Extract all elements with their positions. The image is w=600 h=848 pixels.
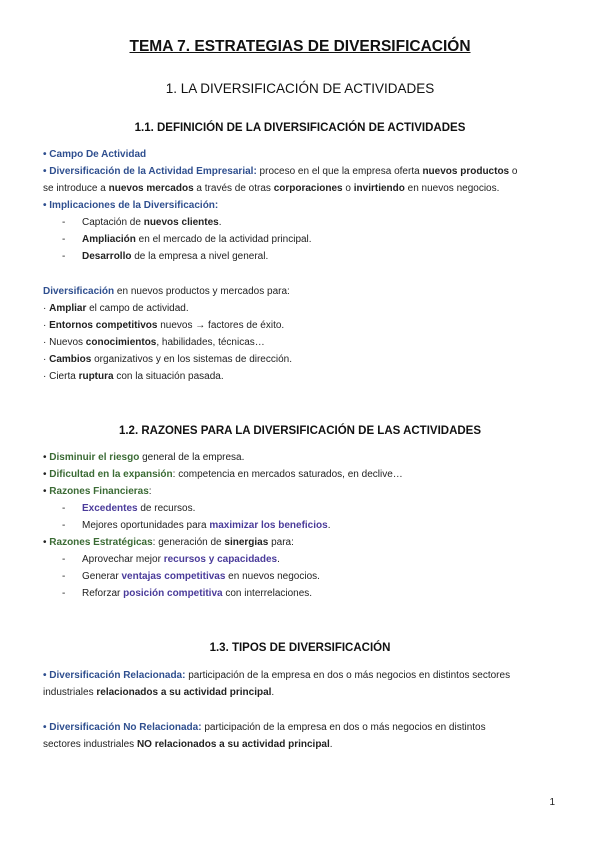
text-bold: Entornos competitivos (49, 320, 158, 331)
text: nuevos → factores de éxito. (157, 320, 285, 331)
list-item (43, 319, 284, 333)
text-bold: Desarrollo (82, 251, 132, 262)
implicacion-item (62, 233, 312, 247)
text-bold: NO relacionados a su actividad principal (136, 739, 330, 750)
text: : generación de (152, 537, 225, 548)
bullet: • (43, 537, 50, 548)
razon-item (43, 451, 244, 465)
text: organizativos y en los sistemas de dirección. (91, 354, 292, 365)
text: : competencia en mercados saturados, en declive… (172, 469, 403, 480)
section-heading-1-3: 1.3. TIPOS DE DIVERSIFICACIÓN (209, 642, 391, 654)
text: . (329, 739, 333, 750)
text: se introduce a (43, 183, 109, 194)
list-item (43, 353, 292, 367)
text: con interrelaciones. (222, 588, 313, 599)
section-heading-1-2: 1.2. RAZONES PARA LA DIVERSIFICACIÓN DE LAS ACTIVIDADES (118, 425, 482, 437)
text-purple: ventajas competitivas (121, 571, 226, 582)
implicacion-item (62, 250, 268, 264)
text: participación de la empresa en dos o más negocios en distintos sectores (185, 670, 511, 681)
dash: - (62, 571, 66, 582)
relacionada-label: • Diversificación Relacionada: (43, 670, 186, 681)
financiera-item (62, 502, 195, 516)
razon-item (43, 468, 403, 482)
estrategica-item (62, 570, 320, 584)
text: Captación de (82, 217, 144, 228)
text-green: Disminuir el riesgo (49, 452, 140, 463)
text: para: (268, 537, 294, 548)
text: Aprovechar mejor (82, 554, 164, 565)
diversificacion-label: Diversificación (43, 286, 115, 297)
list-item (43, 336, 265, 350)
text: Mejores oportunidades para (82, 520, 210, 531)
text: · (43, 303, 50, 314)
text: general de la empresa. (139, 452, 245, 463)
bullet: • (43, 486, 50, 497)
text: : (148, 486, 152, 497)
text: · Nuevos (43, 337, 86, 348)
definition-label: • Diversificación de la Actividad Empresarial: (43, 166, 257, 177)
text-purple: Excedentes (82, 503, 138, 514)
text: en el mercado de la actividad principal. (135, 234, 312, 245)
implicacion-item (62, 216, 222, 230)
text-purple: posición competitiva (123, 588, 223, 599)
bullet: • (43, 452, 50, 463)
text: · (43, 320, 50, 331)
estrategica-item (62, 587, 312, 601)
text-green: Dificultad en la expansión (49, 469, 173, 480)
text: en nuevos negocios. (404, 183, 500, 194)
text-green: Razones Financieras (49, 486, 149, 497)
text-bold: conocimientos (85, 337, 157, 348)
section-heading-1-1: 1.1. DEFINICIÓN DE LA DIVERSIFICACIÓN DE ACTIVIDADES (134, 122, 466, 134)
list-item (43, 370, 224, 384)
text: · Cierta (43, 371, 79, 382)
text: Reforzar (82, 588, 124, 599)
text-bold: ruptura (78, 371, 114, 382)
text-green: Razones Estratégicas (49, 537, 153, 548)
text-purple: recursos y capacidades (163, 554, 278, 565)
dash: - (62, 217, 66, 228)
text: , habilidades, técnicas… (156, 337, 265, 348)
no-relacionada-label: • Diversificación No Relacionada: (43, 722, 202, 733)
text: a través de otras (193, 183, 274, 194)
text-bold: Ampliar (49, 303, 87, 314)
razon-item (43, 485, 152, 499)
campo-actividad: • Campo De Actividad (43, 149, 147, 160)
page-title: TEMA 7. ESTRATEGIAS DE DIVERSIFICACIÓN (129, 38, 471, 55)
text: industriales (43, 687, 97, 698)
tipo-relacionada-line-2 (43, 686, 274, 700)
text: . (277, 554, 280, 565)
text: . (218, 217, 222, 228)
tipo-no-relacionada-line-2 (43, 738, 333, 752)
definition-line-2 (43, 182, 499, 196)
implicaciones-label: • Implicaciones de la Diversificación: (43, 200, 219, 211)
dash: - (62, 234, 66, 245)
text-bold: sinergias (224, 537, 269, 548)
text: proceso en el que la empresa oferta (256, 166, 423, 177)
tipo-relacionada-line-1 (43, 669, 510, 683)
text: de recursos. (137, 503, 196, 514)
razon-item (43, 536, 294, 550)
text-bold: Cambios (49, 354, 92, 365)
page-number: 1 (549, 797, 555, 808)
text: . (327, 520, 331, 531)
text-bold: relacionados a su actividad principal (96, 687, 272, 698)
text: o (342, 183, 354, 194)
text-bold: nuevos productos (422, 166, 510, 177)
text-bold: nuevos clientes (143, 217, 219, 228)
diversificacion-intro (43, 285, 290, 299)
definition-line-1 (43, 165, 517, 179)
text-bold: corporaciones (273, 183, 343, 194)
text: · (43, 354, 50, 365)
dash: - (62, 503, 66, 514)
text: . (271, 687, 275, 698)
estrategica-item (62, 553, 280, 567)
text: o (509, 166, 518, 177)
text: con la situación pasada. (113, 371, 224, 382)
list-item (43, 302, 189, 316)
text: participación de la empresa en dos o más negocios en distintos (201, 722, 486, 733)
text-bold: Ampliación (82, 234, 136, 245)
tipo-no-relacionada-line-1 (43, 721, 486, 735)
bullet: • (43, 469, 50, 480)
text-bold: invirtiendo (353, 183, 405, 194)
text-purple: maximizar los beneficios (209, 520, 328, 531)
text: de la empresa a nivel general. (131, 251, 269, 262)
text: el campo de actividad. (86, 303, 189, 314)
text-bold: nuevos mercados (108, 183, 194, 194)
text: en nuevos productos y mercados para: (114, 286, 290, 297)
text: Generar (82, 571, 122, 582)
text: en nuevos negocios. (225, 571, 320, 582)
dash: - (62, 251, 66, 262)
dash: - (62, 588, 66, 599)
dash: - (62, 520, 66, 531)
dash: - (62, 554, 66, 565)
section-heading-1: 1. LA DIVERSIFICACIÓN DE ACTIVIDADES (165, 81, 435, 96)
financiera-item (62, 519, 330, 533)
text: sectores industriales (43, 739, 137, 750)
